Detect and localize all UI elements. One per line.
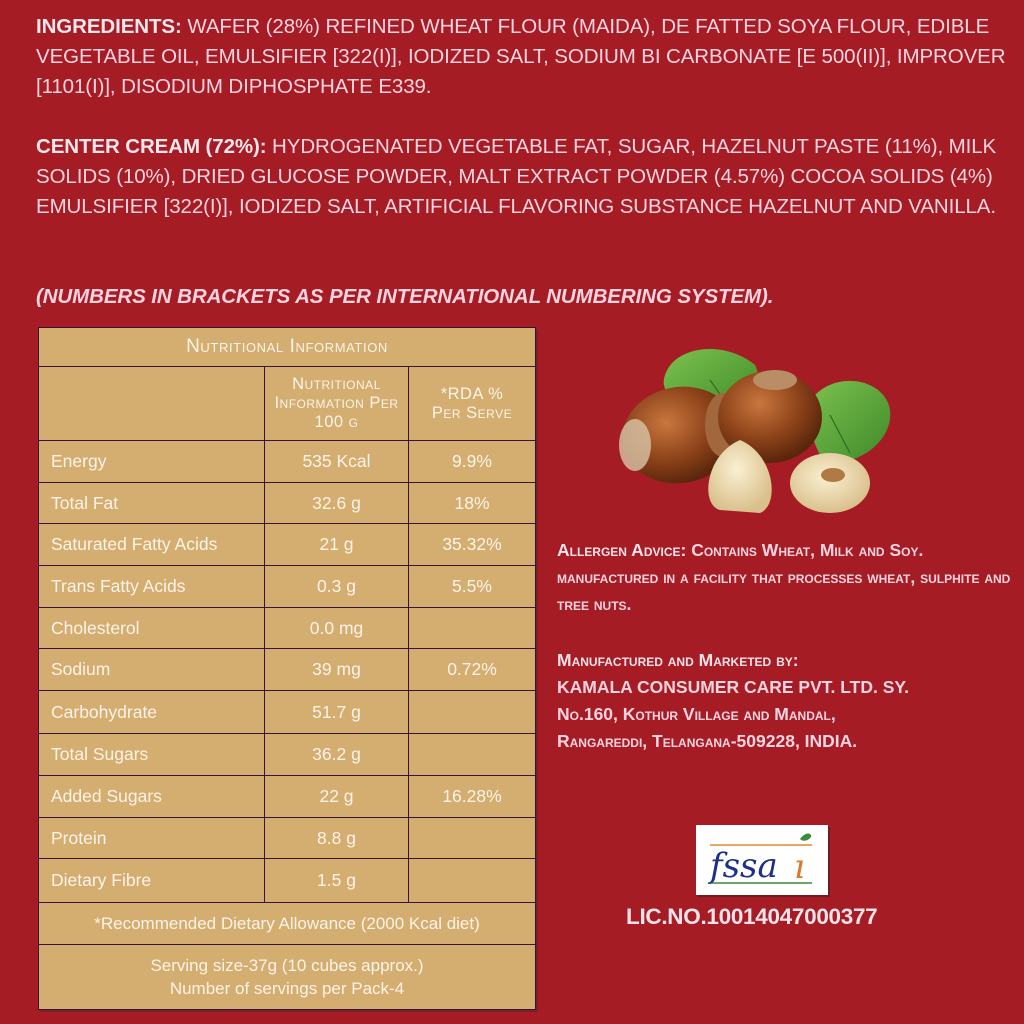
nutrient-per100: 36.2 g — [265, 734, 409, 775]
table-row — [39, 608, 535, 649]
nutrient-rda — [409, 818, 535, 858]
nutrient-rda: 18% — [454, 492, 490, 513]
nutrient-rda — [409, 734, 535, 775]
nutrition-table-title: Nutritional Information — [39, 328, 535, 367]
table-row — [39, 566, 535, 608]
table-row — [39, 859, 535, 903]
allergen-advice — [557, 537, 1017, 618]
nutrient-rda — [409, 859, 535, 902]
rda-note: *Recommended Dietary Allowance (2000 Kcal diet) — [94, 914, 480, 933]
nutrient-name: Cholesterol — [39, 608, 265, 648]
svg-text:fssa: fssa — [710, 846, 778, 886]
nutrient-per100: 51.7 g — [265, 691, 409, 733]
ingredients-text: WAFER (28%) REFINED WHEAT FLOUR (MAIDA), DE FATTED SOYA FLOUR, EDIBLE VEGETABLE OIL, EMULSIFIER [322(I)], IODIZED SALT, SODIUM BI CARBONATE [E 500(II)], IMPROVER [1101(I)], DISODIUM DIPHOSPHATE E339. — [36, 15, 1006, 98]
nutrient-per100: 0.0 mg — [265, 608, 409, 648]
nutrient-rda: 9.9% — [452, 451, 492, 471]
manufacturer-label: Manufactured and Marketed by: — [557, 650, 799, 670]
numbering-note: (NUMBERS IN BRACKETS AS PER INTERNATIONAL NUMBERING SYSTEM). — [36, 285, 774, 308]
serving-info-row — [39, 945, 535, 1008]
nutrient-name: Protein — [39, 818, 265, 858]
nutrition-table — [38, 327, 536, 1010]
nutrient-name: Energy — [39, 441, 265, 482]
servings-per-pack: Number of servings per Pack-4 — [169, 978, 405, 998]
nutrient-name: Total Fat — [39, 483, 265, 523]
header-rda-per-serve: *RDA % Per Serve — [431, 384, 513, 422]
serving-info — [39, 945, 535, 1008]
nutrient-per100: 535 Kcal — [265, 441, 409, 482]
nutrient-rda: 35.32% — [442, 534, 502, 554]
nutrient-name: Sodium — [39, 649, 265, 690]
nutrient-per100: 32.6 g — [265, 483, 409, 523]
table-row — [39, 649, 535, 691]
nutrient-rda: 0.72% — [447, 659, 497, 679]
table-row — [39, 776, 535, 818]
allergen-label: Allergen Advice: — [557, 540, 687, 560]
nutrient-rda: 16.28% — [442, 786, 502, 806]
header-blank-cell — [39, 367, 265, 440]
svg-text:ı: ı — [794, 847, 805, 887]
nutrition-table-header — [39, 367, 535, 441]
table-row — [39, 734, 535, 776]
center-cream-text: HYDROGENATED VEGETABLE FAT, SUGAR, HAZELNUT PASTE (11%), MILK SOLIDS (10%), DRIED GLUCOSE POWDER, MALT EXTRACT POWDER (4.57%) COCOA SOLIDS (4%) EMULSIFIER [322(I)], IODIZED SALT, ARTIFICIAL FLAVORING SUBSTANCE HAZELNUT AND VANILLA. — [36, 135, 997, 218]
fssai-logo — [696, 825, 828, 895]
nutrient-per100: 0.3 g — [265, 566, 409, 607]
nutrient-rda — [409, 608, 535, 648]
hazelnut-illustration-icon — [605, 335, 905, 515]
nutrient-per100: 39 mg — [265, 649, 409, 690]
nutrient-name: Dietary Fibre — [39, 859, 265, 902]
ingredients-label: INGREDIENTS: — [36, 15, 182, 38]
table-row — [39, 441, 535, 483]
manufacturer-line-1: KAMALA CONSUMER CARE PVT. LTD. SY. — [557, 677, 909, 697]
table-row — [39, 818, 535, 859]
nutrient-per100: 8.8 g — [265, 818, 409, 858]
header-per-100g: Nutritional Information Per 100 g — [265, 367, 409, 440]
fssai-license-number: LIC.NO.10014047000377 — [626, 904, 878, 929]
table-row — [39, 524, 535, 566]
nutrient-rda — [409, 691, 535, 733]
table-row — [39, 691, 535, 734]
manufacturer-line-3: Rangareddi, Telangana-509228, INDIA. — [557, 731, 858, 751]
rda-note-row — [39, 903, 535, 945]
nutrient-name: Total Sugars — [39, 734, 265, 775]
nutrient-name: Trans Fatty Acids — [39, 566, 265, 607]
nutrient-name: Added Sugars — [39, 776, 265, 817]
ingredients-paragraph — [36, 12, 1016, 102]
serving-size: Serving size-37g (10 cubes approx.) — [150, 955, 424, 975]
table-row — [39, 483, 535, 524]
center-cream-paragraph — [36, 132, 1016, 222]
manufacturer-info — [557, 647, 1017, 755]
fssai-logo-icon — [696, 825, 828, 895]
nutrient-name: Saturated Fatty Acids — [39, 524, 265, 565]
nutrient-per100: 22 g — [265, 776, 409, 817]
nutrient-name: Carbohydrate — [39, 691, 265, 733]
center-cream-label: CENTER CREAM (72%): — [36, 135, 267, 158]
allergen-text: Contains Wheat, Milk and Soy. manufactured in a facility that processes wheat, sulphite and tree nuts. — [557, 540, 1011, 614]
nutrient-per100: 1.5 g — [265, 859, 409, 902]
nutrient-per100: 21 g — [265, 524, 409, 565]
manufacturer-line-2: No.160, Kothur Village and Mandal, — [557, 704, 836, 724]
nutrient-rda: 5.5% — [452, 576, 492, 596]
